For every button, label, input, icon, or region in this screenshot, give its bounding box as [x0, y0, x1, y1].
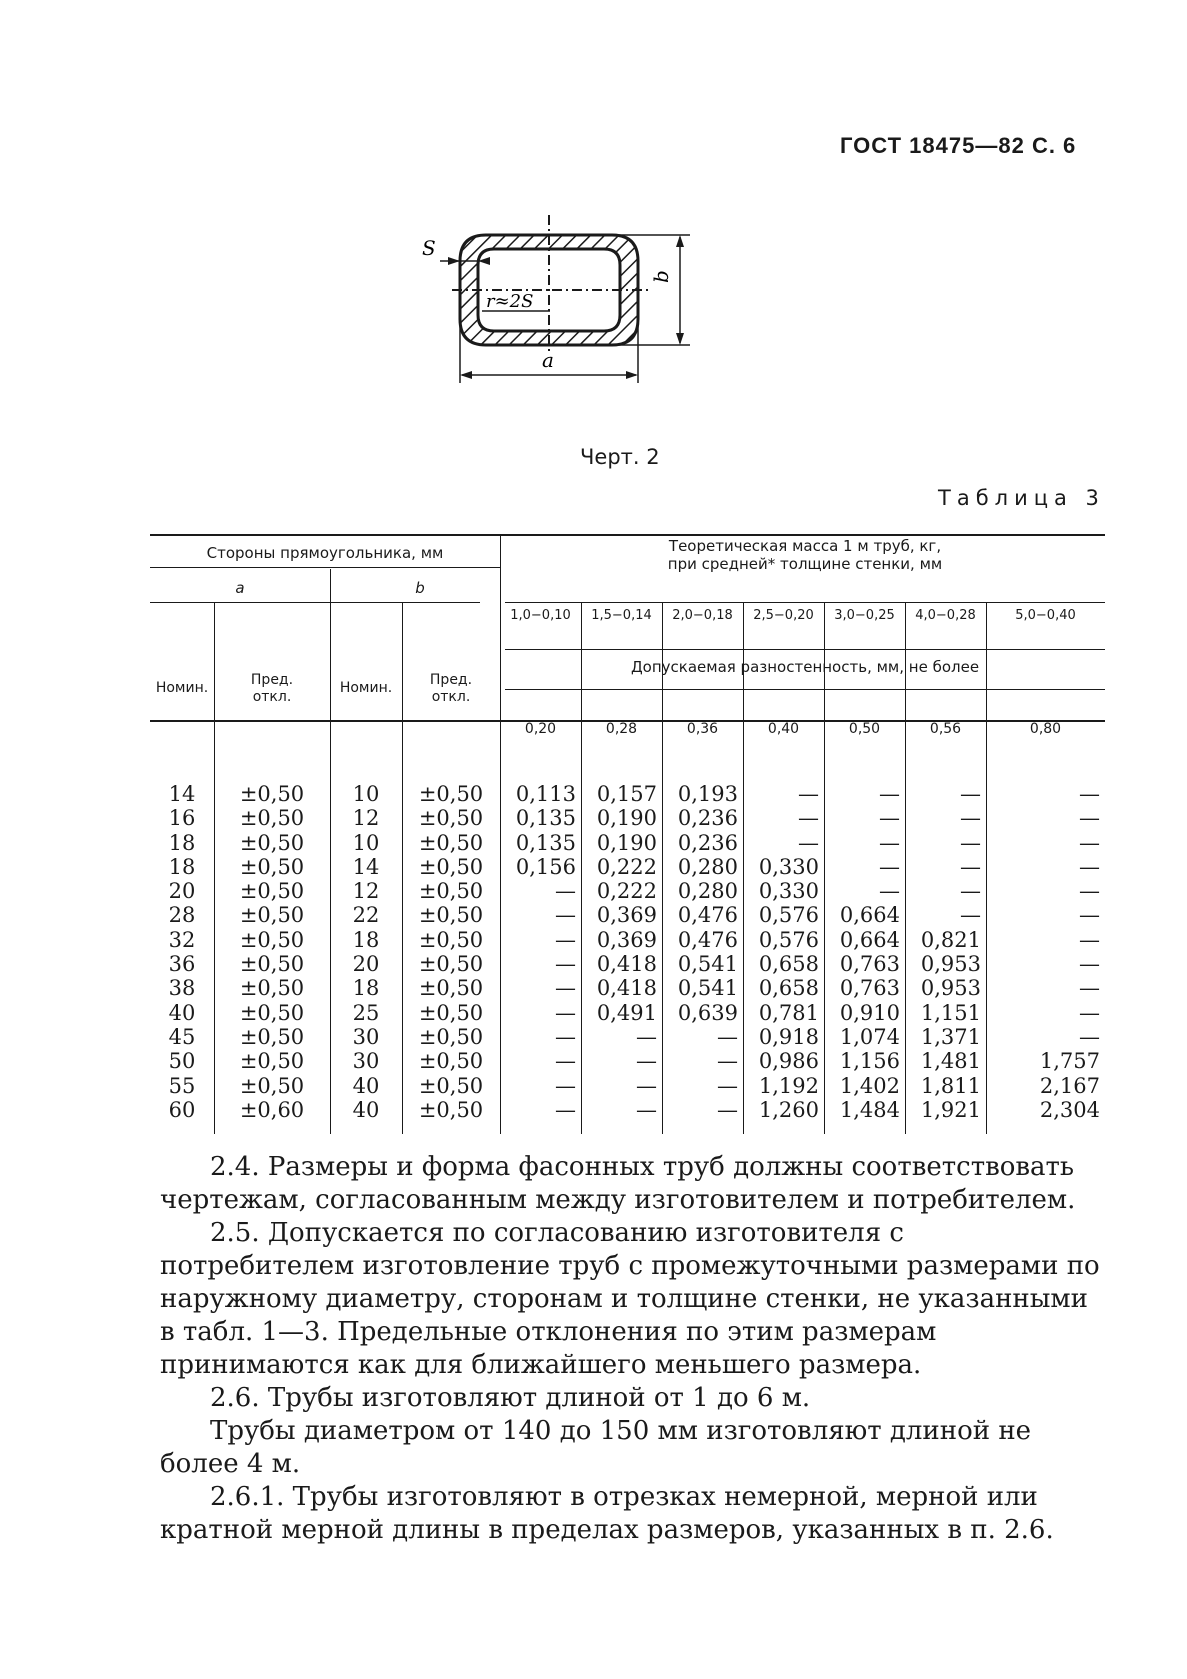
table-cell: 0,222 [596, 879, 657, 904]
table-cell: 0,953 [920, 952, 981, 977]
table-cell: 16 [168, 806, 196, 831]
table-cell: — [798, 830, 819, 855]
table-cell: 1,481 [920, 1049, 981, 1074]
table-cell: 0,156 [515, 854, 576, 879]
table-cell: — [1079, 830, 1100, 855]
header-pred-b-1: Пред. [429, 672, 473, 688]
table-cell: — [636, 1073, 657, 1098]
table-cell: 0,280 [677, 879, 738, 904]
table-cell: 0,193 [677, 782, 738, 806]
table-cell: 0,190 [596, 830, 657, 855]
table-cell: ±0,50 [239, 879, 305, 904]
table-cell: 38 [168, 976, 196, 1001]
column-mass-2-5 [743, 782, 819, 1122]
table-cell: 0,369 [596, 927, 657, 952]
table-cell: 0,821 [920, 927, 981, 952]
table-cell: — [960, 854, 981, 879]
table-cell: 18 [352, 976, 380, 1001]
table-cell: — [555, 903, 576, 928]
table-cell: ±0,50 [239, 952, 305, 977]
table-cell: 1,921 [920, 1097, 981, 1122]
table-cell: ±0,50 [418, 952, 484, 977]
table-cell: — [1079, 782, 1100, 806]
tolerance-7: 0,80 [1029, 721, 1062, 737]
column-a-deviation [214, 782, 330, 1122]
table-cell: 45 [168, 1024, 196, 1049]
thickness-4: 2,5−0,20 [753, 608, 814, 623]
tolerance-4: 0,40 [767, 721, 800, 737]
table-cell: ±0,50 [239, 830, 305, 855]
column-mass-5-0 [986, 782, 1100, 1122]
table-cell: 0,639 [677, 1000, 738, 1025]
table-cell: — [879, 854, 900, 879]
label-s: S [422, 236, 436, 260]
label-b: b [649, 270, 673, 283]
table-cell: 0,576 [758, 903, 819, 928]
table-cell: ±0,50 [239, 806, 305, 831]
header-mass-line1: Теоретическая масса 1 м труб, кг, [668, 537, 942, 555]
table-cell: 30 [352, 1049, 380, 1074]
table-cell: 0,157 [596, 782, 657, 806]
table-cell: 0,190 [596, 806, 657, 831]
table-cell: 0,491 [596, 1000, 657, 1025]
table-cell: 0,763 [839, 952, 900, 977]
table-cell: 1,484 [839, 1097, 900, 1122]
thickness-5: 3,0−0,25 [834, 608, 895, 623]
table-cell: — [1079, 879, 1100, 904]
table-cell: 14 [168, 782, 196, 806]
table-label: Таблица 3 [938, 486, 1105, 510]
header-tolerance: Допускаемая разностенность, мм, не более [630, 658, 980, 676]
table-cell: — [717, 1049, 738, 1074]
table-cell: 18 [352, 927, 380, 952]
table-cell: — [555, 1073, 576, 1098]
table-cell: — [1079, 976, 1100, 1001]
table-cell: — [1079, 952, 1100, 977]
paragraph-2-6-length: Трубы диаметром от 140 до 150 мм изготовляют длиной не более 4 м. [160, 1416, 1032, 1479]
table-cell: 0,135 [515, 806, 576, 831]
document-header: ГОСТ 18475—82 С. 6 [840, 133, 1077, 158]
table-cell: 0,664 [839, 927, 900, 952]
table-cell: 40 [352, 1097, 380, 1122]
table-cell: ±0,50 [418, 976, 484, 1001]
table-cell: — [636, 1049, 657, 1074]
label-a: a [542, 348, 554, 372]
table-cell: — [1079, 854, 1100, 879]
column-mass-1-5 [581, 782, 657, 1122]
header-sides: Стороны прямоугольника, мм [206, 544, 444, 562]
table-cell: 2,304 [1039, 1097, 1100, 1122]
table-cell: ±0,60 [239, 1097, 305, 1122]
table-cell: 1,811 [920, 1073, 981, 1098]
table-cell: — [555, 976, 576, 1001]
table-cell: 1,260 [758, 1097, 819, 1122]
tolerance-1: 0,20 [524, 721, 557, 737]
paragraph-2-6: 2.6. Трубы изготовляют длиной от 1 до 6 м. [210, 1383, 811, 1413]
table-cell: ±0,50 [239, 976, 305, 1001]
body-text [160, 1151, 1105, 1547]
thickness-2: 1,5−0,14 [591, 608, 652, 623]
table-cell: 0,986 [758, 1049, 819, 1074]
table-cell: — [555, 879, 576, 904]
table-cell: ±0,50 [418, 1024, 484, 1049]
table-cell: — [636, 1024, 657, 1049]
table-cell: — [960, 879, 981, 904]
column-b-deviation [402, 782, 500, 1122]
table-cell: 1,192 [758, 1073, 819, 1098]
table-cell: — [879, 830, 900, 855]
table-cell: — [960, 806, 981, 831]
table-cell: ±0,50 [418, 1073, 484, 1098]
header-nom-b: Номин. [339, 680, 393, 696]
table-cell: ±0,50 [418, 854, 484, 879]
table-cell: 22 [352, 903, 380, 928]
table-cell: ±0,50 [239, 1024, 305, 1049]
paragraph-2-6-1: 2.6.1. Трубы изготовляют в отрезках немерной, мерной или кратной мерной длины в пределах размеров, указанных в п. 2.6. [160, 1482, 1054, 1545]
table-cell: 2,167 [1039, 1073, 1100, 1098]
tolerance-3: 0,36 [686, 721, 719, 737]
column-mass-2-0 [662, 782, 738, 1122]
table-cell: ±0,50 [239, 854, 305, 879]
table-cell: 1,402 [839, 1073, 900, 1098]
table-cell: 55 [168, 1073, 196, 1098]
column-mass-4-0 [905, 782, 981, 1122]
table-cell: — [960, 782, 981, 806]
table-cell: 0,918 [758, 1024, 819, 1049]
header-pred-b-2: откл. [431, 689, 471, 705]
table-cell: 30 [352, 1024, 380, 1049]
column-mass-3-0 [824, 782, 900, 1122]
table-cell: 1,156 [839, 1049, 900, 1074]
table-cell: 0,658 [758, 976, 819, 1001]
table-cell: — [555, 927, 576, 952]
table-cell: 12 [352, 806, 380, 831]
table-cell: — [879, 806, 900, 831]
table-cell: 0,236 [677, 806, 738, 831]
table-cell: — [960, 830, 981, 855]
table-cell: — [636, 1097, 657, 1122]
table-cell: 0,910 [839, 1000, 900, 1025]
table-cell: 1,151 [920, 1000, 981, 1025]
table-cell: 0,135 [515, 830, 576, 855]
table-cell: — [1079, 927, 1100, 952]
header-a: a [235, 579, 245, 597]
thickness-6: 4,0−0,28 [915, 608, 976, 623]
table-cell: — [879, 782, 900, 806]
column-mass-1-0 [500, 782, 576, 1122]
table-cell: 0,763 [839, 976, 900, 1001]
table-cell: 0,369 [596, 903, 657, 928]
table-cell: 40 [168, 1000, 196, 1025]
table-cell: 18 [168, 830, 196, 855]
table-cell: 28 [168, 903, 196, 928]
table-cell: — [1079, 903, 1100, 928]
thickness-1: 1,0−0,10 [510, 608, 571, 623]
figure-caption: Черт. 2 [580, 445, 660, 469]
table-cell: 50 [168, 1049, 196, 1074]
column-a-nominal [150, 782, 214, 1122]
label-r: r≈2S [486, 291, 534, 312]
table-cell: 0,541 [677, 976, 738, 1001]
header-pred-a-2: откл. [252, 689, 292, 705]
table-cell: — [555, 1049, 576, 1074]
table-cell: 0,541 [677, 952, 738, 977]
table-cell: 20 [352, 952, 380, 977]
header-mass-line2: при средней* толщине стенки, мм [667, 555, 943, 573]
table-cell: ±0,50 [418, 782, 484, 806]
table-cell: — [798, 806, 819, 831]
table-cell: 25 [352, 1000, 380, 1025]
table-cell: ±0,50 [239, 782, 305, 806]
table-cell: ±0,50 [418, 1049, 484, 1074]
table-cell: 0,658 [758, 952, 819, 977]
paragraph-2-5: 2.5. Допускается по согласованию изготовителя с потребителем изготовление труб с промежуточными размерами по наружному диаметру, сторонам и толщине стенки, не указанными в табл. 1—3. Предельные отклонения по этим размерам принимаются как для ближайшего меньшего размера. [160, 1218, 1100, 1380]
table-cell: 1,757 [1039, 1049, 1100, 1074]
table-cell: — [717, 1097, 738, 1122]
table-cell: ±0,50 [418, 903, 484, 928]
table-cell: 0,576 [758, 927, 819, 952]
column-b-nominal [330, 782, 402, 1122]
table-cell: 0,418 [596, 976, 657, 1001]
table-cell: — [555, 952, 576, 977]
table-cell: — [555, 1024, 576, 1049]
table-cell: ±0,50 [418, 927, 484, 952]
table-cell: — [717, 1073, 738, 1098]
table-cell: — [555, 1000, 576, 1025]
table-cell: 14 [352, 854, 380, 879]
table-cell: — [879, 879, 900, 904]
table-cell: — [1079, 1000, 1100, 1025]
table-cell: ±0,50 [418, 1097, 484, 1122]
tolerance-5: 0,50 [848, 721, 881, 737]
table-cell: — [798, 782, 819, 806]
header-b: b [415, 579, 425, 597]
thickness-3: 2,0−0,18 [672, 608, 733, 623]
table-cell: 1,074 [839, 1024, 900, 1049]
table-cell: — [555, 1097, 576, 1122]
header-nom-a: Номин. [155, 680, 209, 696]
table-cell: — [717, 1024, 738, 1049]
table-cell: 18 [168, 854, 196, 879]
table-cell: 36 [168, 952, 196, 977]
table-cell: 10 [352, 830, 380, 855]
table-cell: 0,953 [920, 976, 981, 1001]
table-cell: 0,664 [839, 903, 900, 928]
table-cell: 0,330 [758, 854, 819, 879]
table-cell: 10 [352, 782, 380, 806]
header-pred-a-1: Пред. [250, 672, 294, 688]
table-cell: ±0,50 [239, 903, 305, 928]
tolerance-6: 0,56 [929, 721, 962, 737]
table-cell: 12 [352, 879, 380, 904]
table-cell: 0,476 [677, 927, 738, 952]
table-cell: ±0,50 [239, 927, 305, 952]
table-cell: 0,418 [596, 952, 657, 977]
table-cell: ±0,50 [418, 879, 484, 904]
table-cell: ±0,50 [418, 1000, 484, 1025]
table-cell: ±0,50 [239, 1049, 305, 1074]
table-cell: — [1079, 806, 1100, 831]
table-cell: 0,476 [677, 903, 738, 928]
table-cell: 1,371 [920, 1024, 981, 1049]
table-cell: ±0,50 [239, 1000, 305, 1025]
paragraph-2-4: 2.4. Размеры и форма фасонных труб должны соответствовать чертежам, согласованным между изготовителем и потребителем. [160, 1152, 1076, 1215]
table-cell: ±0,50 [239, 1073, 305, 1098]
table-cell: — [960, 903, 981, 928]
table-cell: 0,280 [677, 854, 738, 879]
table-cell: ±0,50 [418, 806, 484, 831]
table-cell: 0,113 [515, 782, 576, 806]
table-cell: 20 [168, 879, 196, 904]
table-cell: 32 [168, 927, 196, 952]
table-cell: — [1079, 1024, 1100, 1049]
tolerance-2: 0,28 [605, 721, 638, 737]
table-cell: 0,222 [596, 854, 657, 879]
table-cell: 0,781 [758, 1000, 819, 1025]
thickness-7: 5,0−0,40 [1015, 608, 1076, 623]
table-cell: ±0,50 [418, 830, 484, 855]
table-cell: 0,330 [758, 879, 819, 904]
tube-cross-section-drawing [422, 215, 770, 425]
table-cell: 0,236 [677, 830, 738, 855]
table-cell: 40 [352, 1073, 380, 1098]
table-cell: 60 [168, 1097, 196, 1122]
